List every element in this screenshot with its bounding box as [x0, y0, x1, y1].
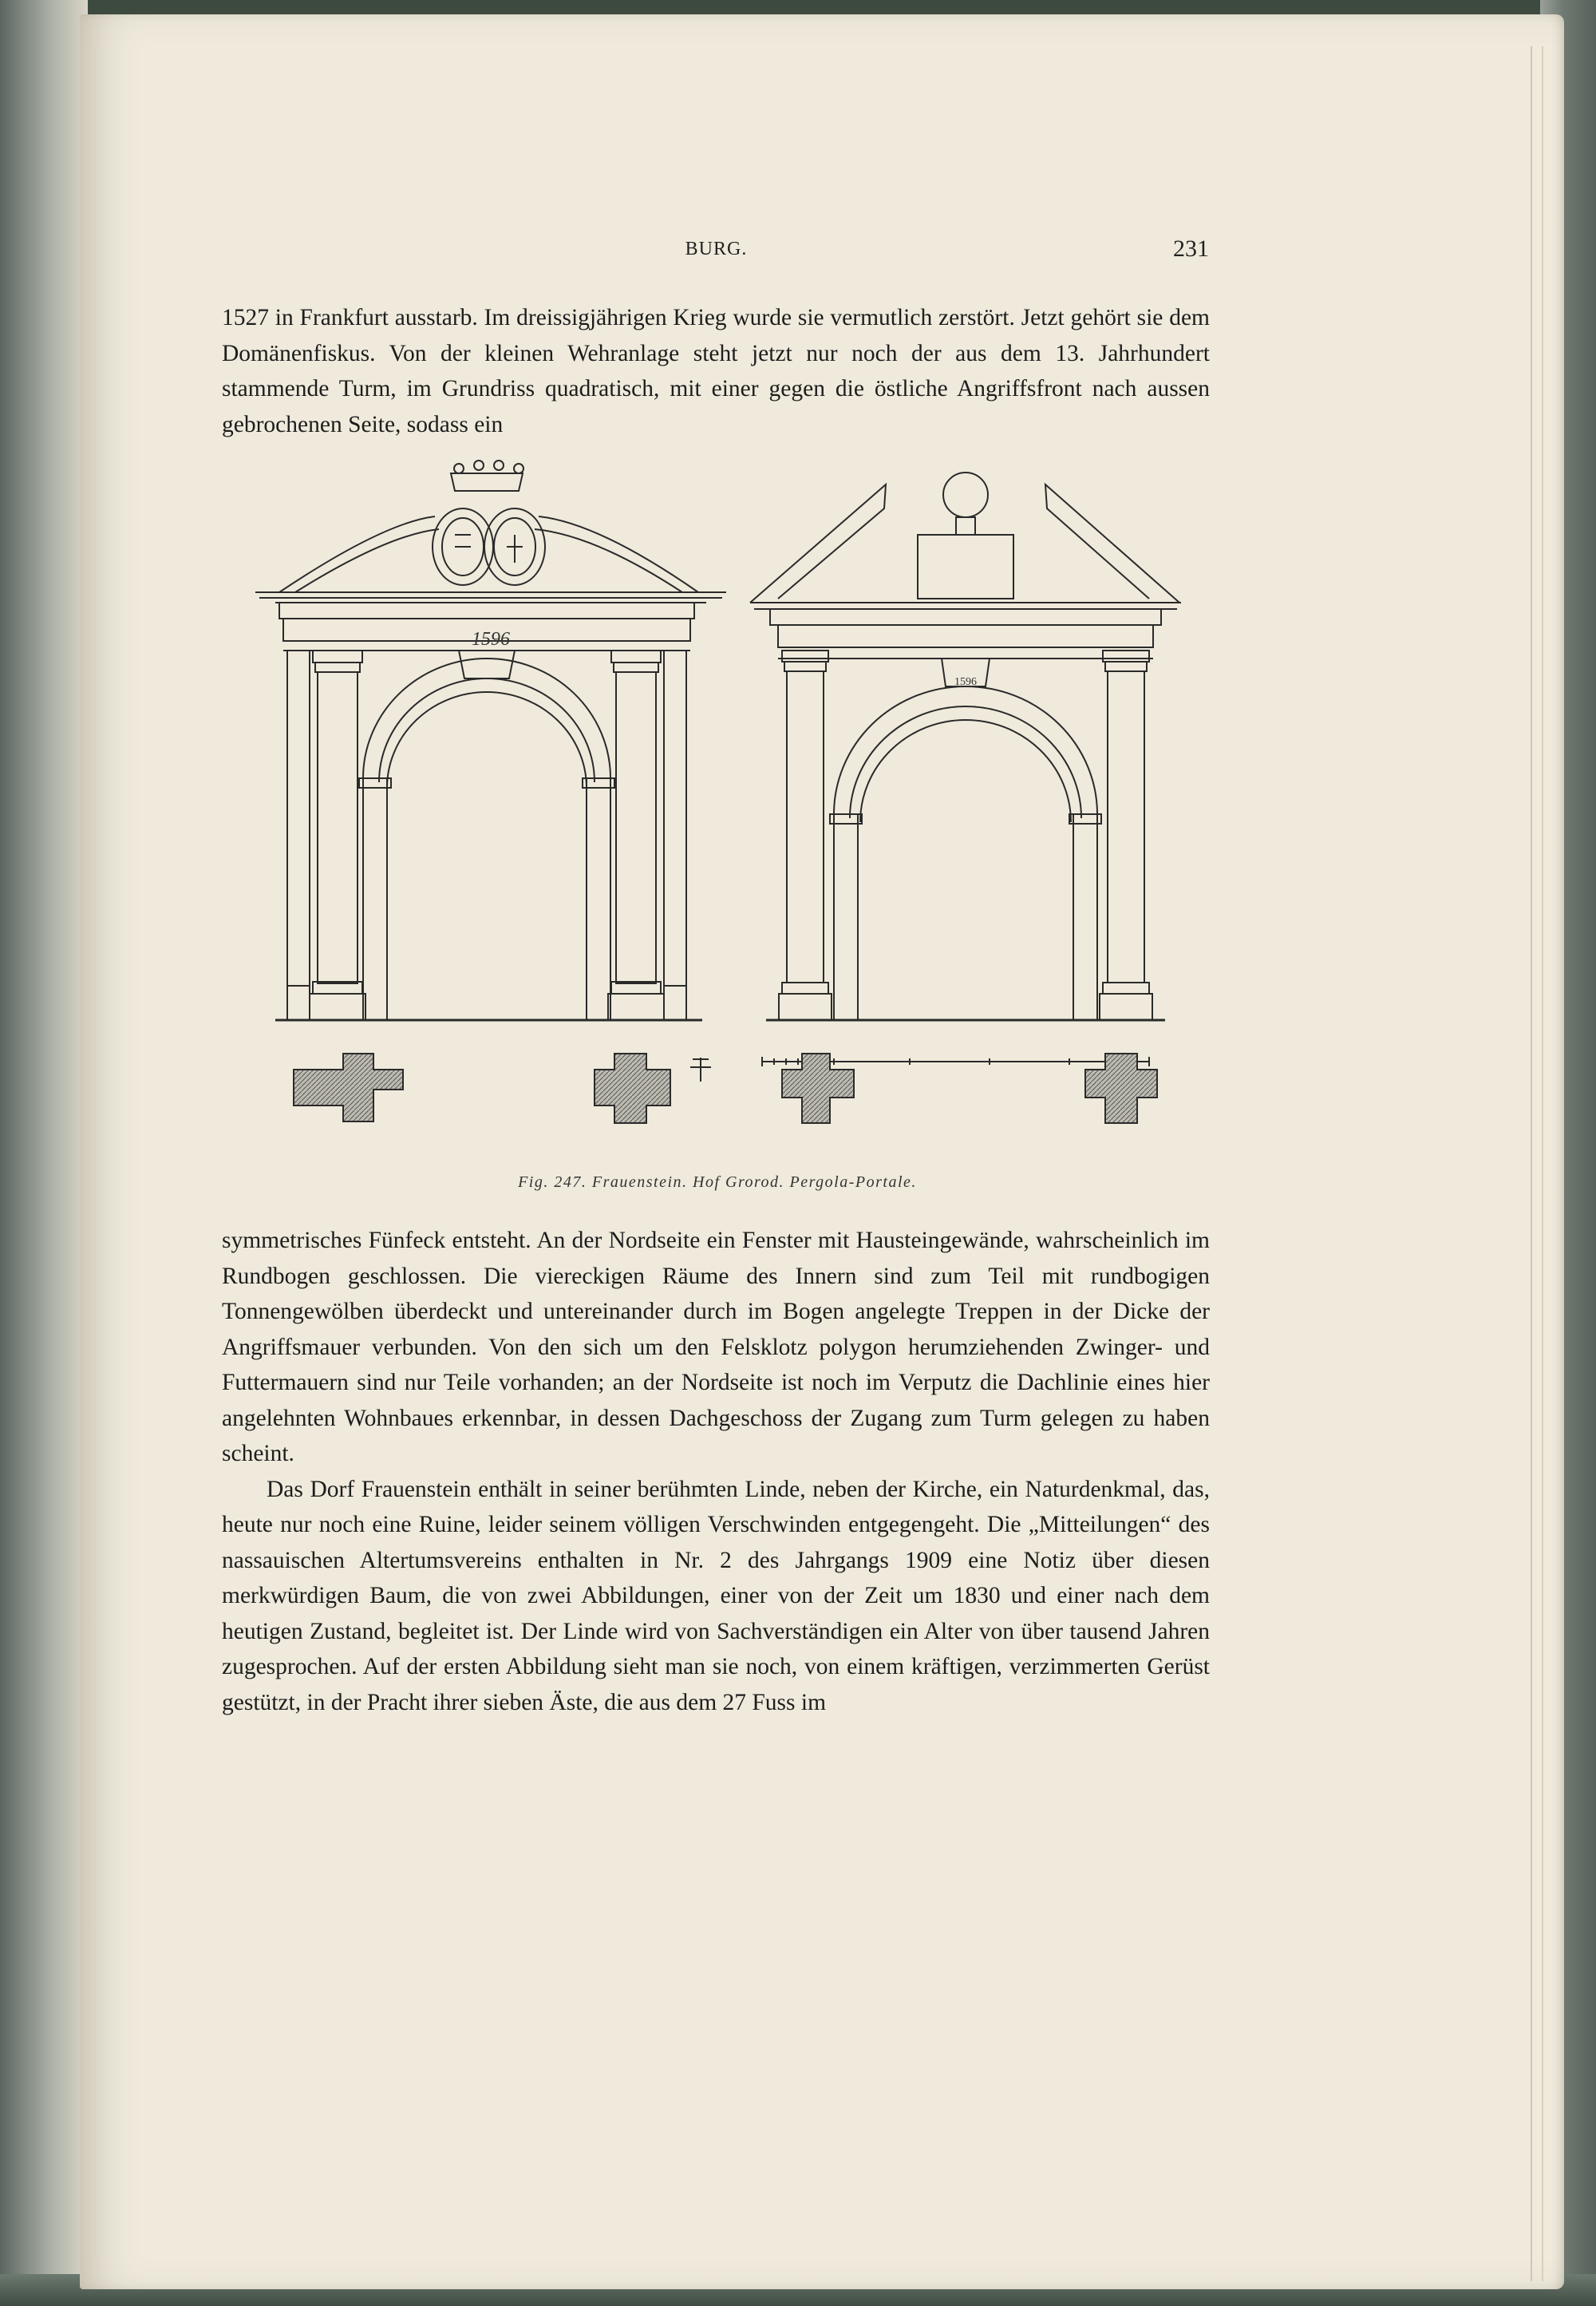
- page-edge-lines: [1531, 46, 1543, 2281]
- paragraph-bottom: [222, 1223, 1210, 1720]
- page-number: 231: [1173, 235, 1209, 262]
- paragraph: 1527 in Frankfurt ausstarb. Im dreissigjährigen Krieg wurde sie vermutlich zerstört. Jetzt gehört sie dem Domänenfiskus. Von der kleinen Wehranlage steht jetzt nur noch der aus dem 13. Jahrhundert stammende Turm, im Grundriss quadratisch, mit einer gegen die östliche Angriffsfront nach aussen gebrochenen Seite, sodass ein: [222, 305, 1210, 437]
- running-head: BURG.: [685, 239, 748, 259]
- page-header: [223, 235, 1209, 267]
- book-cover-left-edge: [0, 0, 88, 2306]
- left-portal: [255, 461, 726, 1020]
- right-portal: [750, 473, 1181, 1066]
- north-arrow-icon: [690, 1058, 711, 1082]
- paragraph: Das Dorf Frauenstein enthält in seiner berühmten Linde, neben der Kirche, ein Naturdenkmal, das, heute nur noch eine Ruine, leider seinem völligen Verschwinden entgegengeht. Die „Mitteilungen“ des nassauischen Altertumsvereins enthalten in Nr. 2 des Jahrgangs 1909 eine Notiz über diesen merkwürdigen Baum, die von zwei Abbildungen, einer von der Zeit um 1830 und einer nach dem heutigen Zustand, begleitet ist. Der Linde wird von Sachverständigen ein Alter von über tausend Jahren zugesprochen. Auf der ersten Abbildung sieht man sie noch, von einem kräftigen, verzimmerten Gerüst gestützt, in der Pracht ihrer sieben Äste, die aus dem 27 Fuss im: [222, 1476, 1210, 1715]
- portal-drawing: [239, 459, 1197, 1177]
- paragraph: symmetrisches Fünfeck entsteht. An der Nordseite ein Fenster mit Hausteingewände, wahrscheinlich im Rundbogen geschlossen. Die viereckigen Räume des Innern sind zum Teil mit rundbogigen Tonnengewölben überdeckt und untereinander durch im Bogen angelegte Treppen in der Dicke der Angriffsmauer verbunden. Von den sich um den Felsklotz polygon herumziehenden Zwinger- und Futtermauern sind nur Teile vorhanden; an der Nordseite ist noch im Verputz die Dachlinie eines hier angelehnten Wohnbaues erkennbar, in dessen Dachgeschoss der Zugang zum Turm gelegen zu haben scheint.: [222, 1228, 1210, 1466]
- ground-plans: [294, 1054, 1157, 1123]
- date-left: 1596: [472, 629, 510, 650]
- figure-caption: Fig. 247. Frauenstein. Hof Grorod. Pergola-Portale.: [518, 1173, 917, 1191]
- figure-pergola-portale: [239, 459, 1197, 1177]
- date-right: 1596: [954, 676, 977, 688]
- paragraph-top: [222, 300, 1210, 442]
